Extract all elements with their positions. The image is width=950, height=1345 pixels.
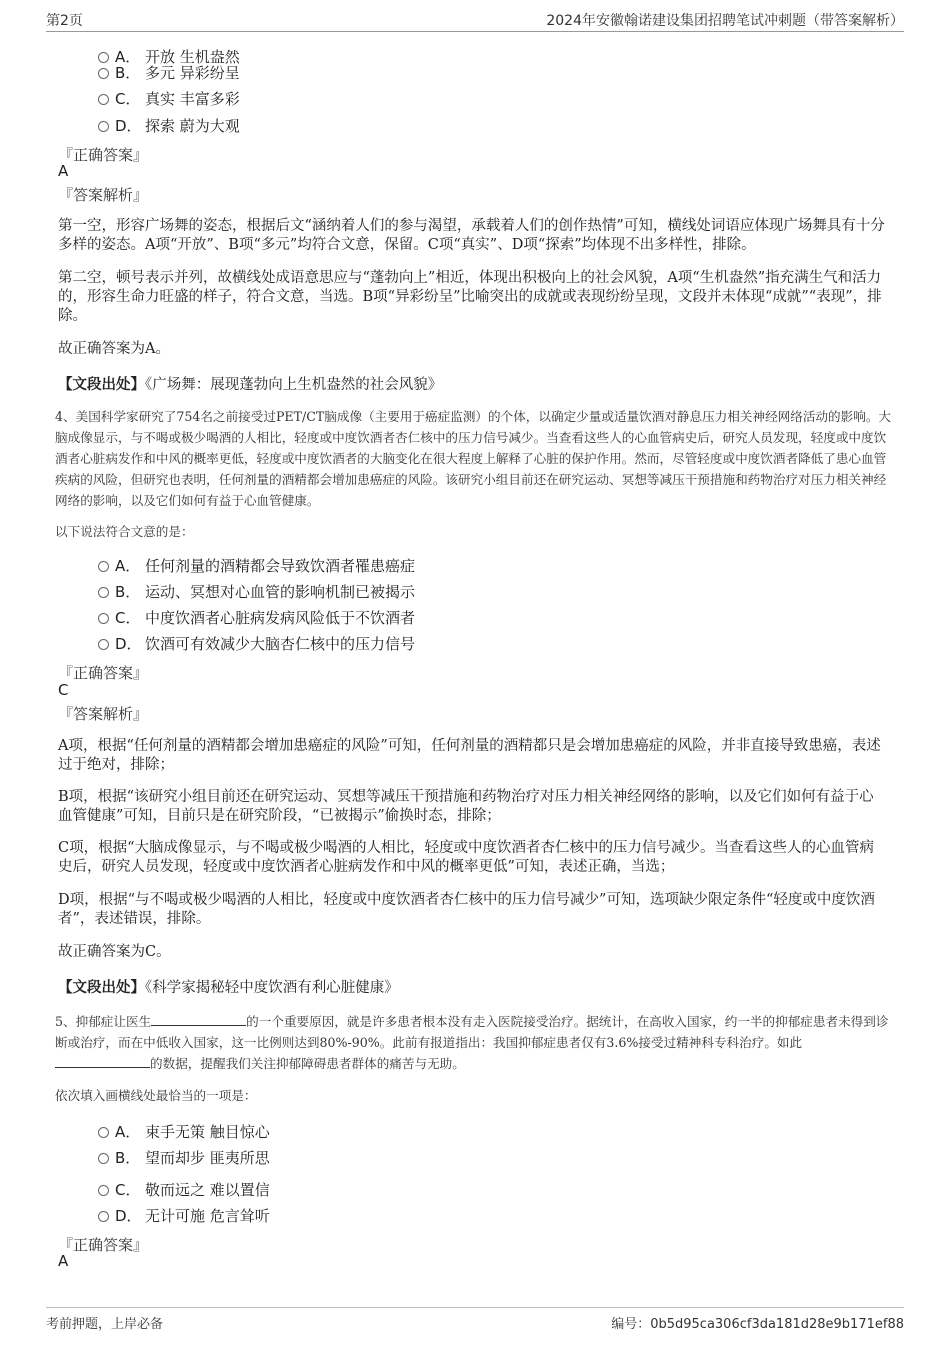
radio-icon	[98, 639, 109, 650]
document-title: 2024年安徽翰诺建设集团招聘笔试冲刺题（带答案解析）	[546, 13, 904, 29]
q5-answer-label: 『正确答案』	[58, 1236, 149, 1254]
q4-analysis-a: A项，根据“任何剂量的酒精都会增加患癌症的风险”可知，任何剂量的酒精都只是会增加患癌症的风险，并非直接导致患癌，表述过于绝对，排除；	[58, 738, 881, 773]
q4-question-text: 4、美国科学家研究了754名之前接受过PET/CT脑成像（主要用于癌症监测）的个体，以确定少量或适量饮酒对静息压力相关神经网络活动的影响。大脑成像显示，与不喝或极少喝酒的人相比，轻度或中度饮酒者杏仁核中的压力信号减少。当查看这些人的心血管病史后，研究人员发现，轻度或中度饮酒者心脏病发作和中风的概率更低，轻度或中度饮酒者的大脑变化在很大程度上解释了心脏的保护作用。然而，尽管轻度或中度饮酒者降低了患心血管疾病的风险，但研究也表明，任何剂量的酒精都会增加患癌症的风险。该研究小组目前还在研究运动、冥想等减压干预措施和药物治疗对压力相关神经网络的影响，以及它们如何有益于心血管健康。	[55, 409, 892, 508]
q4-option-a[interactable]: A． 任何剂量的酒精都会导致饮酒者罹患癌症	[98, 557, 415, 575]
radio-icon	[98, 613, 109, 624]
q4-analysis-conclusion: 故正确答案为C。	[58, 944, 171, 960]
q3-source: 【文段出处】《广场舞：展现蓬勃向上生机盎然的社会风貌》	[58, 376, 443, 393]
blank-2	[55, 1055, 150, 1068]
q3-answer: A	[58, 162, 69, 180]
q4-analysis-label: 『答案解析』	[58, 705, 149, 723]
q4-answer-label: 『正确答案』	[58, 664, 149, 682]
q5-prompt: 依次填入画横线处最恰当的一项是：	[55, 1088, 257, 1103]
radio-icon	[98, 1153, 109, 1164]
q5-question-text: 5、抑郁症让医生 的一个重要原因，就是许多患者根本没有走入医院接受治疗。据统计，在高收入国家，约一半的抑郁症患者未得到诊断或治疗，而在中低收入国家，这一比例则达到80%-90%。此前有报道指出：我国抑郁症患者仅有3.6%接受过精神科专科治疗。如此的数据，提醒我们关注抑郁障碍患者群体的痛苦与无助。	[55, 1014, 889, 1071]
blank-1	[151, 1013, 246, 1026]
q5-option-c[interactable]: C． 敬而远之 难以置信	[98, 1181, 270, 1199]
footer-divider	[46, 1307, 904, 1308]
q4-analysis-b: B项，根据“该研究小组目前还在研究运动、冥想等减压干预措施和药物治疗对压力相关神经网络的影响，以及它们如何有益于心血管健康”可知，目前只是在研究阶段，“已被揭示”偷换时态，排除；	[58, 789, 874, 824]
q5-answer: A	[58, 1252, 69, 1270]
q5-option-d[interactable]: D． 无计可施 危言耸听	[98, 1207, 270, 1225]
document-id: 编号：0b5d95ca306cf3da181d28e9b171ef88	[611, 1317, 904, 1332]
q4-option-d[interactable]: D． 饮酒可有效减少大脑杏仁核中的压力信号	[98, 635, 415, 653]
q4-prompt: 以下说法符合文意的是：	[55, 524, 194, 539]
q3-analysis-1: 第一空，形容广场舞的姿态，根据后文“涵纳着人们的参与渴望，承载着人们的创作热情”可知，横线处词语应体现广场舞具有十分多样的姿态。A项“开放”、B项“多元”均符合文意，保留。C项“真实”、D项“探索”均体现不出多样性，排除。	[58, 218, 885, 253]
q4-analysis-d: D项，根据“与不喝或极少喝酒的人相比，轻度或中度饮酒者杏仁核中的压力信号减少”可知，选项缺少限定条件“轻度或中度饮酒者”，表述错误，排除。	[58, 892, 875, 927]
radio-icon	[98, 561, 109, 572]
q3-option-d[interactable]: D． 探索 蔚为大观	[98, 117, 240, 135]
radio-icon	[98, 1127, 109, 1138]
radio-icon	[98, 52, 109, 63]
q3-option-a[interactable]: A． 开放 生机盎然	[98, 48, 240, 66]
radio-icon	[98, 1185, 109, 1196]
q3-option-c[interactable]: C． 真实 丰富多彩	[98, 90, 240, 108]
q4-option-b[interactable]: B． 运动、冥想对心血管的影响机制已被揭示	[98, 583, 415, 601]
q3-analysis-label: 『答案解析』	[58, 186, 149, 204]
header-divider	[46, 31, 904, 32]
q4-answer: C	[58, 681, 69, 699]
q4-option-c[interactable]: C． 中度饮酒者心脏病发病风险低于不饮酒者	[98, 609, 415, 627]
footer-slogan: 考前押题，上岸必备	[46, 1317, 164, 1332]
radio-icon	[98, 68, 109, 79]
radio-icon	[98, 1211, 109, 1222]
radio-icon	[98, 587, 109, 598]
q4-analysis-c: C项，根据“大脑成像显示，与不喝或极少喝酒的人相比，轻度或中度饮酒者杏仁核中的压力信号减少。当查看这些人的心血管病史后，研究人员发现，轻度或中度饮酒者心脏病发作和中风的概率更低”可知，表述正确，当选；	[58, 840, 875, 875]
q3-option-b[interactable]: B． 多元 异彩纷呈	[98, 64, 240, 82]
page-number: 第2页	[46, 13, 83, 29]
radio-icon	[98, 94, 109, 105]
radio-icon	[98, 121, 109, 132]
q3-analysis-3: 故正确答案为A。	[58, 341, 170, 357]
q5-option-a[interactable]: A． 束手无策 触目惊心	[98, 1123, 270, 1141]
q4-source: 【文段出处】《科学家揭秘轻中度饮酒有利心脏健康》	[58, 979, 399, 996]
q5-option-b[interactable]: B． 望而却步 匪夷所思	[98, 1149, 270, 1167]
q3-answer-label: 『正确答案』	[58, 146, 149, 164]
q3-analysis-2: 第二空，顿号表示并列，故横线处成语意思应与“蓬勃向上”相近，体现出积极向上的社会风貌，A项“生机盎然”指充满生气和活力的，形容生命力旺盛的样子，符合文意，当选。B项“异彩纷呈”比喻突出的成就或表现纷纷呈现，文段并未体现“成就”“表现”，排除。	[58, 270, 882, 324]
